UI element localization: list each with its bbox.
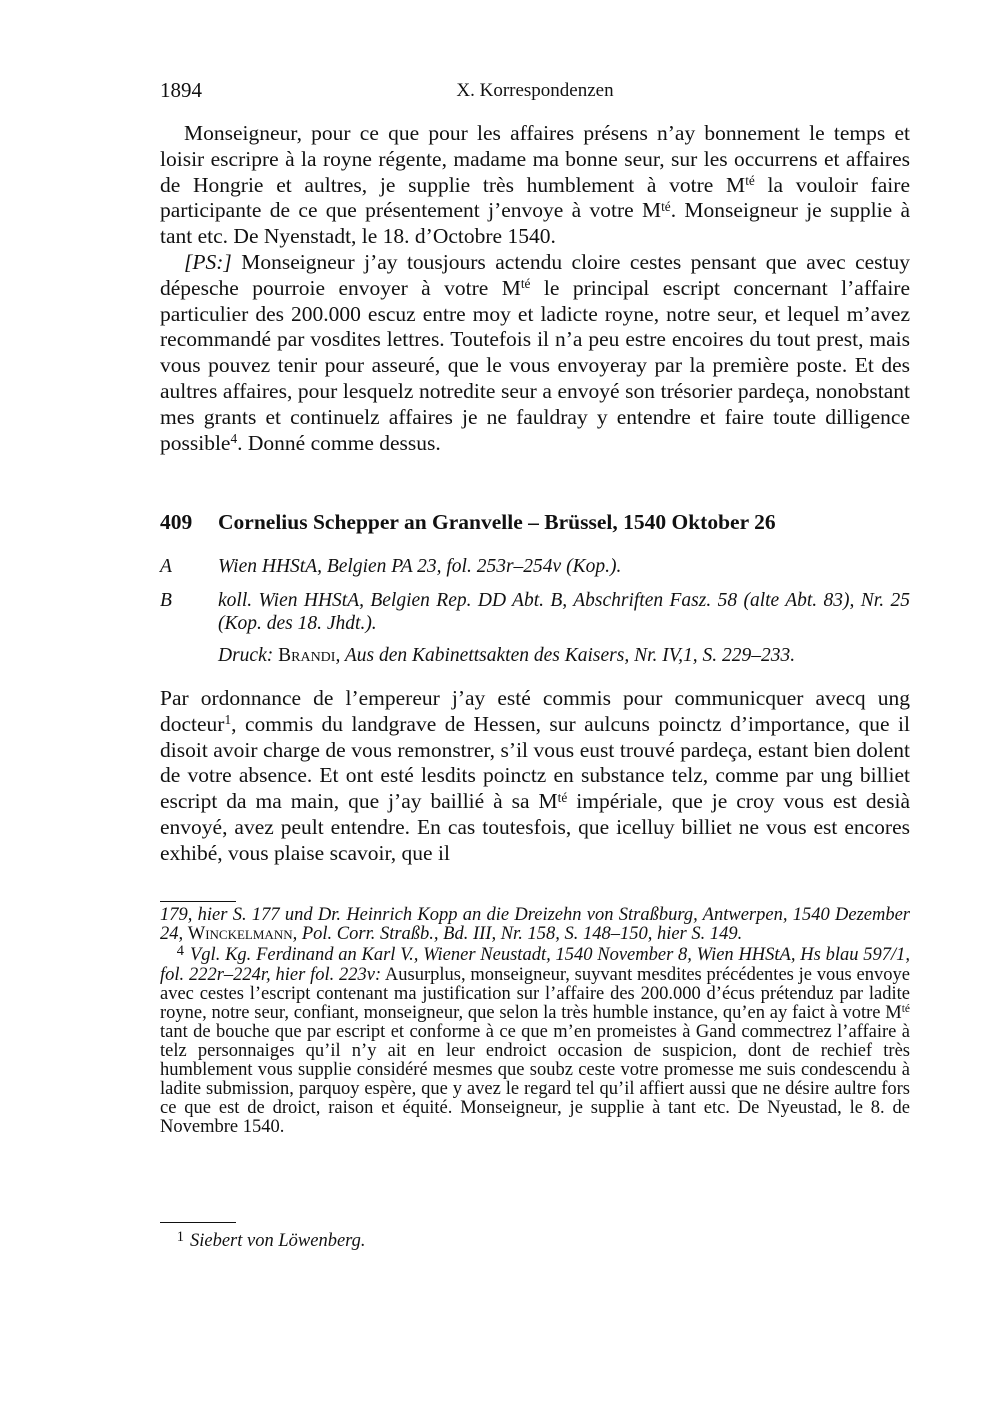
footnote-reference: 4: [230, 430, 238, 446]
ps-label: [PS:]: [184, 249, 232, 274]
page-number: 1894: [160, 78, 202, 102]
document-number: 409: [160, 510, 193, 534]
paragraph: Par ordonnance de l’empereur j’ay esté commis pour communicquer avecq ung docteur$^1$, commis du landgrave de Hessen, sur aulcuns poinctz d’importance, que il disoit avoir charge de vous remonstrer, s’il vous eust trouvé pardeça, estant bien dolent de votre absence. Et ont esté lesdits poinctz en substance telz, comme par ung billiet escript da ma main, que j’ay baillié à sa $M^{té}$ impériale, que je croy vous est desià envoyé, avez peult entendre. En cas toutesfois, que icelluy billiet ne vous est encores exhibé, vous plaise scavoir, que il: [160, 686, 911, 865]
footnote-rule: [160, 901, 236, 902]
footnotes-previous: [160, 906, 910, 1137]
source-a: A Wien HHStA, Belgien PA 23, fol. 253r–254v (Kop.).: [160, 556, 622, 577]
paragraph: Monseigneur, pour ce que pour les affaires présens n’ay bonnement le temps et loisir escripre à la royne régente, madame ma bonne seur, sur les occurrens et affaires de Hongrie et aultres, je supplie très humblement à votre $M^{té}$ la vouloir faire participante de ce que présentement j’envoye à votre $M^{té}$. Monseigneur je supplie à tant etc. De Nyenstadt, le 18. d’Octobre 1540.: [160, 121, 910, 249]
footnotes-current: [160, 1228, 910, 1252]
letter-continuation: [160, 121, 910, 456]
running-title: X. Korrespondenzen: [456, 80, 614, 101]
document-title: Cornelius Schepper an Granvelle – Brüssel, 1540 Oktober 26: [218, 510, 776, 534]
document-text: [160, 686, 910, 867]
footnote-4: 4 Vgl. Kg. Ferdinand an Karl V., Wiener Neustadt, 1540 November 8, Wien HHStA, Hs blau 597/1, fol. 222r–224r, hier fol. 223v: Ausurplus, monseigneur, suyvant mesdites précédentes je vous envoye avec cestes l’escript contenant ma justification sur l’affaire des 200.000 d’écus prétenduz par ladite royne, notre seur, confiant, monseigneur, que selon la très humble instance, qu’en ay faict à votre $M^{té}$ tant de bouche que par escript et conforme à ce que m’en promeistes à Gand commectrez l’affaire à telz personnaiges qu’il n’y ait en leur endroict occasion de suspicion, dont de rechief très humblement vous supplie considéré mesmes que soubz ceste votre promesse me suis condescendu à ladite submission, parquoy espère, que y avez le regard tel qu’il affiert aussi que ne désire aultre fors ce que est de droict, raison et équité. Monseigneur, je supplie à tant etc. De Nyeustad, le 8. de Novembre 1540.: [160, 942, 910, 1137]
page-header: [160, 78, 910, 108]
footnote-1: 1 Siebert von Löwenberg.: [176, 1228, 366, 1251]
postscript-paragraph: [PS:] Monseigneur j’ay tousjours actendu cloire cestes pensant que avec cestuy dépesche pourroie envoyer à votre $M^{té}$ le principal escript concernant l’affaire particulier des 200.000 escuz entre moy et ladicte royne, notre seur, et lequel m’avez recommandé par vosdites lettres. Toutefois il n’a peu estre encoires du tout prest, mais vous pouvez tenir pour asseuré, que le vous envoyeray par la première poste. Et des aultres affaires, pour lesquelz notredite seur a envoyé son trésorier pardeça, nonobstant mes grants et continuelz affaires je ne fauldray y entendre et faire toute dilligence possible$^4$. Donné comme dessus.: [160, 249, 910, 455]
footnote-continuation: 179, hier S. 177 und Dr. Heinrich Kopp an die Dreizehn von Straßburg, Antwerpen, 1540 Dezember 24, Winckelmann, Pol. Corr. Straßb., Bd. III, Nr. 158, S. 148–150, hier S. 149.: [160, 905, 910, 944]
print-reference: Druck: Brandi, Aus den Kabinettsakten des Kaisers, Nr. IV,1, S. 229–233.: [218, 645, 796, 666]
source-b: B koll. Wien HHStA, Belgien Rep. DD Abt. B, Abschriften Fasz. 58 (alte Abt. 83), Nr. 25 (Kop. des 18. Jhdt.).: [160, 590, 910, 634]
footnote-reference: 1: [224, 712, 232, 728]
author-name: Brandi: [278, 645, 336, 666]
document-heading: [160, 510, 910, 535]
footnote-rule: [160, 1222, 236, 1223]
